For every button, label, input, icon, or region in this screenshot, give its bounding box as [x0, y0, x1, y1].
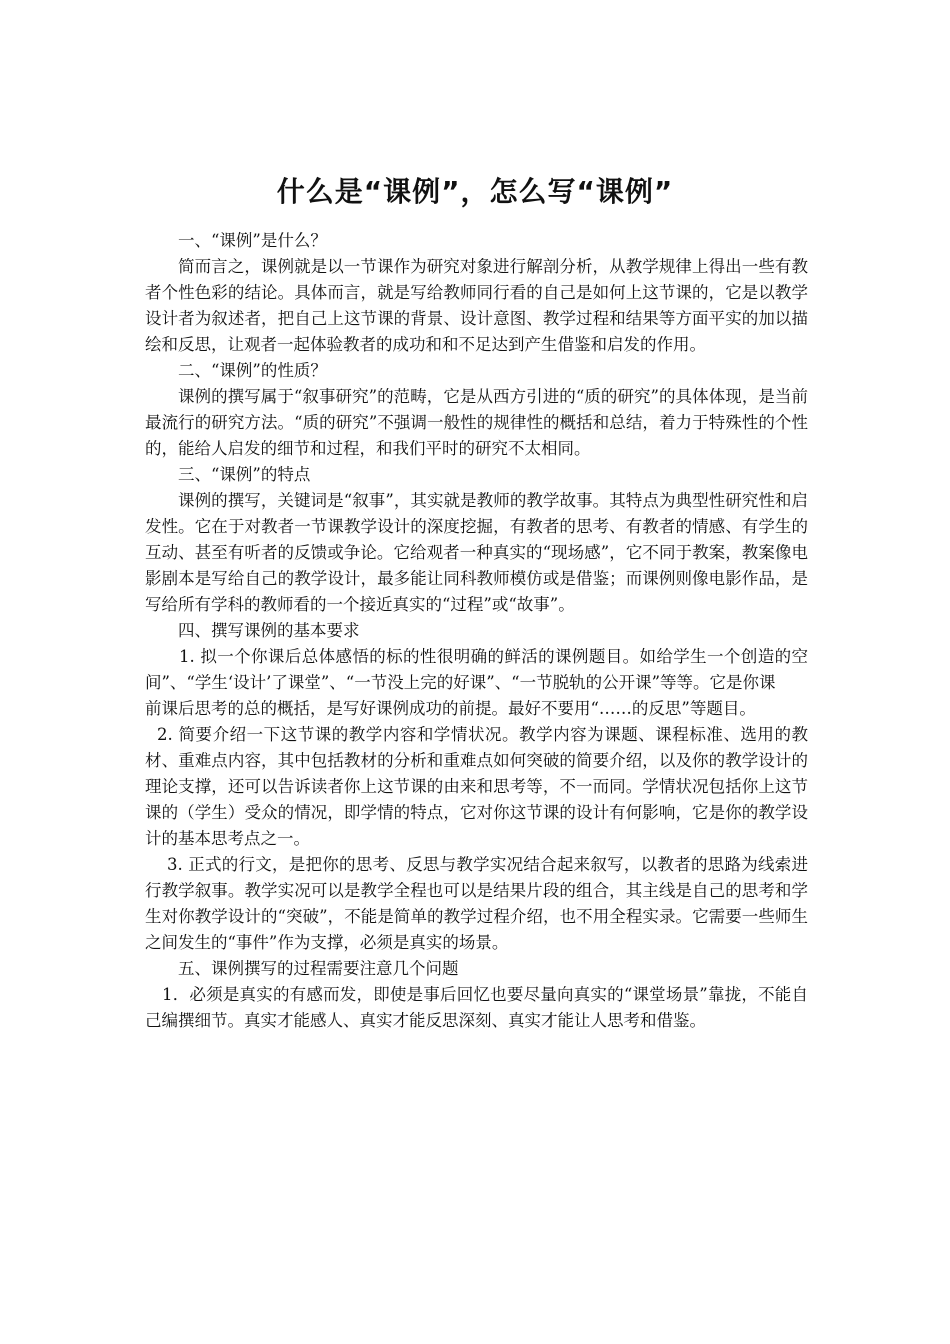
- paragraph-features: 课例的撰写，关键词是“叙事”，其实就是教师的教学故事。其特点为典型性研究性和启发性。它在于对教者一节课教学设计的深度挖掘，有教者的思考、有教者的情感、有学生的互动、甚至有听者的反馈或争论。它给观者一种真实的“现场感”，它不同于教案，教案像电影剧本是写给自己的教学设计，最多能让同科教师模仿或是借鉴；而课例则像电影作品，是写给所有学科的教师看的一个接近真实的“过程”或“故事”。: [145, 491, 808, 614]
- page-title: 什么是“课例”，怎么写“课例”: [276, 175, 674, 208]
- requirement-item-2: 2. 简要介绍一下这节课的教学内容和学情状况。教学内容为课题、课程标准、选用的教材、重难点内容，其中包括教材的分析和重难点如何突破的简要介绍，以及你的教学设计的理论支撑，还可以告诉读者你上这节课的由来和思考等，不一而同。学情状况包括你上这节课的（学生）受众的情况，即学情的特点，它对你这节课的设计有何影响，它是你的教学设计的基本思考点之一。: [145, 725, 808, 848]
- requirement-item-1: 1. 拟一个你课后总体感悟的标的性很明确的鲜活的课例题目。如给学生一个创造的空间”、“学生‘设计’了课堂”、“一节没上完的好课”、“一节脱轨的公开课”等等。它是你课: [145, 647, 808, 692]
- section-heading-3: 三、“课例”的特点: [178, 465, 311, 484]
- requirement-item-3: 3. 正式的行文，是把你的思考、反思与教学实况结合起来叙写，以教者的思路为线索进行教学叙事。教学实况可以是教学全程也可以是结果片段的组合，其主线是自己的思考和学生对你教学设计的“突破”，不能是简单的教学过程介绍，也不用全程实录。它需要一些师生之间发生的“事件”作为支撑，必须是真实的场景。: [145, 855, 808, 952]
- section-heading-2: 二、“课例”的性质？: [178, 361, 327, 380]
- process-item-1: 1．必须是真实的有感而发，即使是事后回忆也要尽量向真实的“课堂场景”靠拢，不能自己编撰细节。真实才能感人、真实才能反思深刻、真实才能让人思考和借鉴。: [145, 985, 808, 1030]
- paragraph-definition: 简而言之，课例就是以一节课作为研究对象进行解剖分析，从教学规律上得出一些有教者个性色彩的结论。具体而言，就是写给教师同行看的自己是如何上这节课的，它是以教学设计者为叙述者，把自己上这节课的背景、设计意图、教学过程和结果等方面平实的加以描绘和反思，让观者一起体验教者的成功和和不足达到产生借鉴和启发的作用。: [145, 257, 808, 354]
- document-body: [145, 228, 808, 1034]
- paragraph-nature: 课例的撰写属于“叙事研究”的范畴，它是从西方引进的“质的研究”的具体体现，是当前最流行的研究方法。“质的研究”不强调一般性的规律性的概括和总结，着力于特殊性的个性的，能给人启发的细节和过程，和我们平时的研究不太相同。: [145, 387, 808, 458]
- section-heading-5: 五、课例撰写的过程需要注意几个问题: [178, 959, 459, 978]
- requirement-item-1-continued: 前课后思考的总的概括，是写好课例成功的前提。最好不要用“……的反思”等题目。: [145, 699, 756, 718]
- section-heading-1: 一、“课例”是什么？: [178, 231, 327, 250]
- section-heading-4: 四、撰写课例的基本要求: [178, 621, 360, 640]
